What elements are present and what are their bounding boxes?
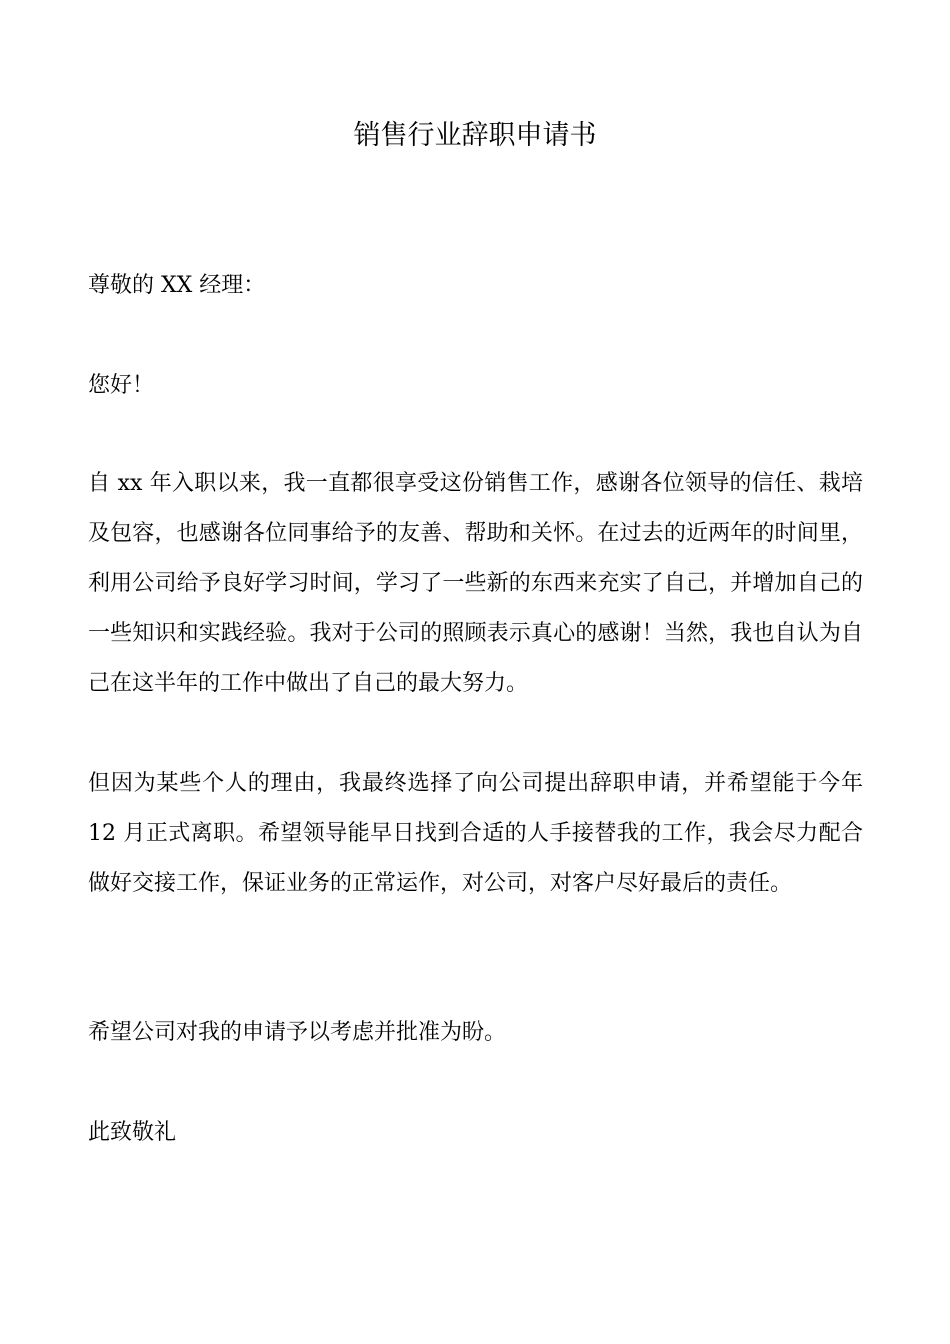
salutation-line: 尊敬的 XX 经理：: [88, 273, 266, 298]
request-line: 希望公司对我的申请予以考虑并批准为盼。: [88, 1020, 507, 1045]
greeting-line: 您好！: [88, 373, 155, 398]
body-paragraph-1: 自 xx 年入职以来，我一直都很享受这份销售工作，感谢各位领导的信任、栽培及包容，也感谢各位同事给予的友善、帮助和关怀。在过去的近两年的时间里，利用公司给予良好学习时间，学习了一些新的东西来充实了自己，并增加自己的一些知识和实践经验。我对于公司的照顾表示真心的感谢！当然，我也自认为自己在这半年的工作中做出了自己的最大努力。: [88, 471, 863, 696]
body-paragraph-2: 但因为某些个人的理由，我最终选择了向公司提出辞职申请，并希望能于今年 12 月正式离职。希望领导能早日找到合适的人手接替我的工作，我会尽力配合做好交接工作，保证业务的正常运作，对公司，对客户尽好最后的责任。: [88, 771, 863, 896]
closing-line: 此致敬礼: [88, 1120, 177, 1145]
document-title: 销售行业辞职申请书: [353, 120, 597, 151]
